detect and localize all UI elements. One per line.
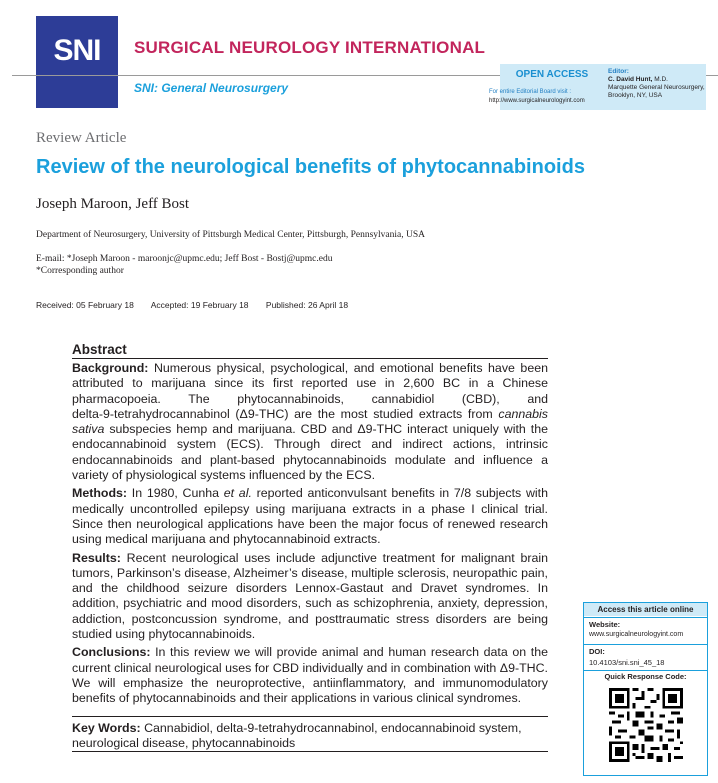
- abstract-background: [72, 361, 548, 483]
- doi-label: DOI:: [589, 647, 605, 656]
- background-label: Background:: [72, 361, 149, 375]
- abstract-divider: [72, 358, 548, 359]
- keywords: [72, 721, 548, 752]
- access-divider: [584, 644, 707, 645]
- doi-value[interactable]: 10.4103/sni.sni_45_18: [589, 658, 665, 667]
- abstract-methods: [72, 486, 548, 547]
- qr-label: Quick Response Code:: [604, 672, 687, 681]
- editor-name: C. David Hunt,: [608, 76, 653, 83]
- author-affiliation: Department of Neurosurgery, University of Pittsburgh Medical Center, Pittsburgh, Pennsylvania, USA: [36, 230, 425, 240]
- article-type: Review Article: [36, 130, 127, 146]
- journal-logo: [36, 16, 118, 108]
- access-box-header: Access this article online: [584, 603, 707, 616]
- corresponding-author-note: *Corresponding author: [36, 266, 124, 276]
- contact-block: [36, 253, 332, 277]
- website-link[interactable]: www.surgicalneurologyint.com: [589, 631, 684, 638]
- results-label: Results:: [72, 550, 121, 565]
- abstract-results: [72, 551, 548, 643]
- logo-text: SNI: [53, 34, 101, 67]
- website-label: Website:: [589, 620, 621, 629]
- access-divider: [584, 670, 707, 671]
- editor-name-line: [608, 76, 706, 84]
- accepted-date: Accepted: 19 February 18: [150, 300, 249, 310]
- background-italic: cannabis sativa: [72, 406, 548, 437]
- conclusions-label: Conclusions:: [72, 645, 151, 660]
- abstract-section: [72, 342, 548, 752]
- editorial-board-info: [489, 88, 609, 106]
- published-date: Published: 26 April 18: [265, 300, 349, 310]
- background-text-2: subspecies hemp and marijuana. CBD and Δ9‑THC interact uniquely with the endocannabinoid system (ECS). Through direct and indirect actions, intrinsic endocannabinoids and plant‑based phytocannabinoids modulate and influence a variety of physiological systems influenced by the ECS.: [72, 422, 548, 483]
- conclusions-text: In this review we will provide animal and human research data on the current clinical neurological uses for CBD individually and in combination with Δ9‑THC. We will emphasize the neuroprotective, antiinflammatory, and immunomodulatory benefits of phytocannabinoids and their applications in various clinical syndromes.: [72, 645, 548, 706]
- journal-name: SURGICAL NEUROLOGY INTERNATIONAL: [134, 38, 486, 57]
- keywords-text: Cannabidiol, delta‑9‑tetrahydrocannabinol, endocannabinoid system, neurological disease, phytocannabinoids: [72, 720, 522, 750]
- open-access-label: OPEN ACCESS: [515, 69, 589, 80]
- editor-info: [608, 68, 706, 100]
- abstract-title: Abstract: [72, 342, 127, 357]
- qr-code-icon: [609, 688, 683, 762]
- author-list: Joseph Maroon, Jeff Bost: [36, 196, 190, 212]
- editor-affiliation: Marquette General Neurosurgery, Brooklyn, NY, USA: [608, 84, 705, 99]
- editor-box: [604, 64, 706, 110]
- methods-label: Methods:: [72, 486, 128, 501]
- email-line: E-mail: *Joseph Maroon - maroonjc@upmc.edu; Jeff Bost - Bostj@upmc.edu: [36, 254, 333, 264]
- abstract-conclusions: [72, 645, 548, 706]
- editorial-board-link[interactable]: http://www.surgicalneurologyint.com: [489, 98, 585, 104]
- section-name: SNI: General Neurosurgery: [134, 81, 289, 95]
- keywords-divider: [72, 716, 548, 717]
- methods-italic: et al.: [223, 486, 252, 501]
- open-access-box: [489, 64, 604, 110]
- methods-text-2: reported anticonvulsant benefits in 7/8 subjects with medically uncontrolled epilepsy using marijuana extracts in a phase I clinical trial. Since then neurological applications have been the major focus of renewed research using medical marijuana and phytocannabinoid extracts.: [72, 486, 549, 547]
- editor-degree: M.D.: [654, 76, 668, 83]
- methods-text-1: In 1980, Cunha: [127, 486, 224, 501]
- editorial-board-label: For entire Editorial Board visit :: [489, 89, 572, 95]
- results-text: Recent neurological uses include adjunctive treatment for malignant brain tumors, Parkinson’s disease, Alzheimer’s disease, multiple sclerosis, neuropathic pain, and the childhood seizure disorders Lennox‑Gastaut and Dravet syndromes. In addition, psychiatric and mood disorders, such as schizophrenia, anxiety, depression, addiction, postconcussion syndrome, and posttraumatic stress disorders are being studied using phytocannabinoids.: [72, 550, 548, 642]
- access-divider: [584, 617, 707, 618]
- access-online-box: [583, 602, 708, 776]
- received-date: Received: 05 February 18: [36, 300, 134, 310]
- editor-label: Editor:: [608, 68, 629, 75]
- background-text-1: Numerous physical, psychological, and emotional benefits have been attributed to marijuana since its first reported use in 2,600 BC in a Chinese pharmacopoeia. The phytocannabinoids, cannabidiol (CBD), and delta‑9‑tetrahydrocannabinol (Δ9‑THC) are the most studied extracts from: [72, 361, 548, 421]
- article-title: Review of the neurological benefits of phytocannabinoids: [36, 156, 585, 178]
- abstract-bottom-divider: [72, 751, 548, 752]
- publication-dates: [36, 300, 363, 310]
- keywords-label: Key Words:: [72, 720, 141, 735]
